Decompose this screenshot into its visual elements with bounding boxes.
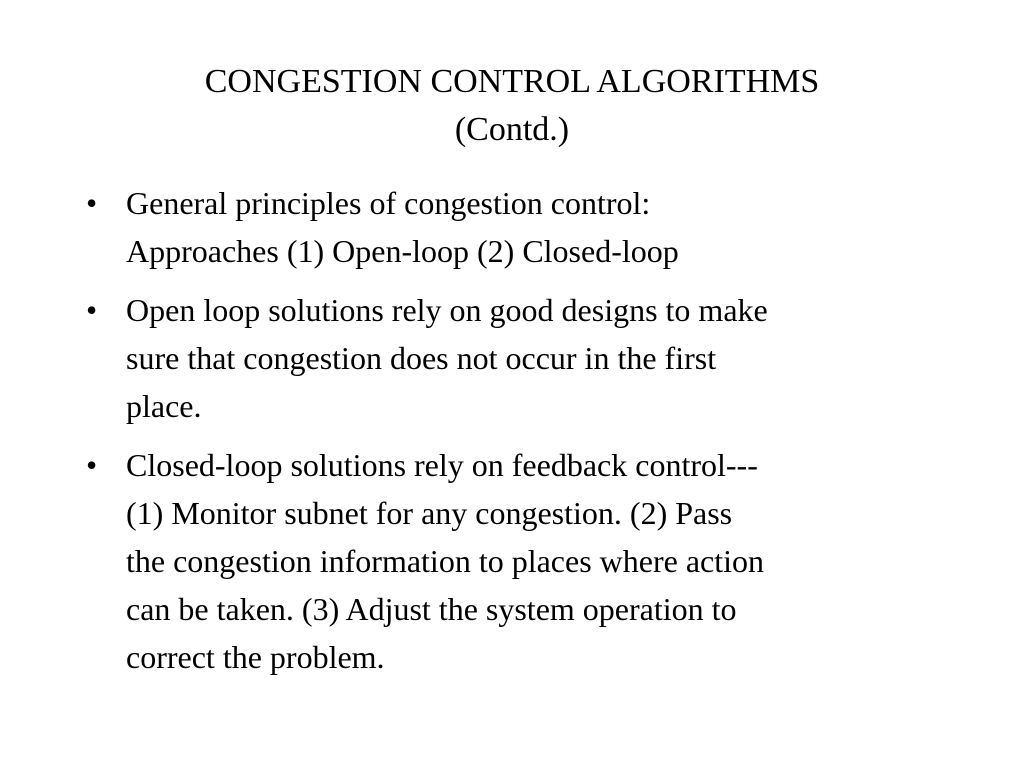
- bullet-item-general-principles: [86, 179, 946, 275]
- bullet-text: General principles of congestion control: Approaches (1) Open-loop (2) Closed-loop: [126, 185, 679, 269]
- bullet-item-closed-loop: [86, 441, 946, 681]
- bullet-item-open-loop: [86, 286, 946, 430]
- slide-title-line-1: CONGESTION CONTROL ALGORITHMS: [204, 63, 820, 100]
- slide-title: [0, 58, 1024, 154]
- bullet-text: Open loop solutions rely on good designs to make sure that congestion does not occur in the first place.: [126, 292, 768, 424]
- bullet-point-icon: •: [86, 447, 98, 483]
- bullet-text: Closed-loop solutions rely on feedback control--- (1) Monitor subnet for any congestion. (2) Pass the congestion information to places where action can be taken. (3) Adjust the system operation to correct the problem.: [126, 447, 765, 675]
- bullet-list: [86, 179, 946, 692]
- bullet-point-icon: •: [86, 292, 98, 328]
- bullet-point-icon: •: [86, 185, 98, 221]
- slide-title-line-2: (Contd.): [454, 111, 570, 148]
